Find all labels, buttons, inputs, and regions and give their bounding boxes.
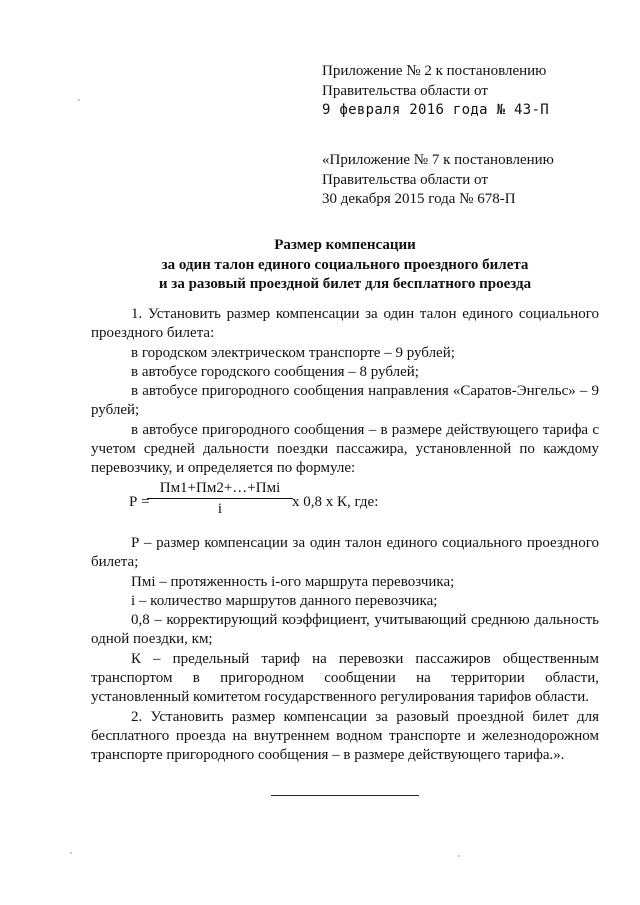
formula-rhs: х 0,8 х К, где: — [292, 494, 379, 510]
section-2-text: 2. Установить размер компенсации за разовый проездной билет для бесплатного проезда на внутреннем водном транспорте и железнодорожном транспорте пригородного сообщения – в размере действующего тарифа.». — [91, 708, 599, 764]
appendix-header — [322, 62, 549, 121]
definition-p: Р – размер компенсации за один талон единого социального проездного билета; — [91, 535, 599, 571]
formula-numerator: Пм1+Пм2+…+Пмi — [147, 480, 293, 499]
original-appendix-header — [322, 151, 554, 210]
definition-i: i – количество маршрутов данного перевозчика; — [131, 592, 438, 609]
appendix-date-number: 9 февраля 2016 года № 43-П — [322, 102, 549, 118]
title-line-1: Размер компенсации — [274, 237, 416, 253]
document-title — [90, 236, 600, 295]
appendix-line-1: Приложение № 2 к постановлению — [322, 63, 547, 79]
scan-speck — [458, 855, 460, 857]
original-appendix-line-1: «Приложение № 7 к постановлению — [322, 152, 554, 168]
title-line-2: за один талон единого социального проездного билета — [161, 256, 529, 273]
formula-fraction — [147, 480, 293, 518]
original-appendix-date-number: 30 декабря 2015 года № 678-П — [322, 191, 516, 207]
closing-divider — [271, 795, 419, 796]
section-1-item-suburban-bus: в автобусе пригородного сообщения – в размере действующего тарифа с учетом средней дальности поездки пассажира, установленной по каждому перевозчику, и определяется по формуле: — [91, 421, 599, 477]
section-1-item-city-bus: в автобусе городского сообщения – 8 рублей; — [131, 363, 419, 380]
scan-speck — [78, 99, 80, 101]
section-1 — [91, 305, 599, 479]
scan-speck — [70, 852, 72, 854]
formula-denominator: i — [217, 501, 223, 517]
definition-coefficient: 0,8 – корректирующий коэффициент, учитывающий среднюю дальность одной поездки, км; — [91, 612, 599, 648]
section-1-intro: 1. Установить размер компенсации за один талон единого социального проездного билета: — [91, 306, 599, 342]
definition-pmi: Пмi – протяженность i-ого маршрута перевозчика; — [131, 573, 455, 590]
formula-lhs: Р = — [129, 494, 150, 510]
appendix-line-2: Правительства области от — [322, 82, 488, 99]
definition-k: К – предельный тариф на перевозки пассажиров общественным транспортом в пригородном сообщении на территории области, установленный комитетом государственного регулирования тарифов области. — [91, 650, 599, 706]
original-appendix-line-2: Правительства области от — [322, 171, 488, 188]
definitions-and-section-2 — [91, 534, 599, 766]
title-line-3: и за разовый проездной билет для бесплатного проезда — [158, 276, 532, 292]
section-1-item-electric: в городском электрическом транспорте – 9 рублей; — [131, 344, 455, 361]
section-1-item-saratov-engels: в автобусе пригородного сообщения направления «Саратов-Энгельс» – 9 рублей; — [91, 383, 599, 419]
